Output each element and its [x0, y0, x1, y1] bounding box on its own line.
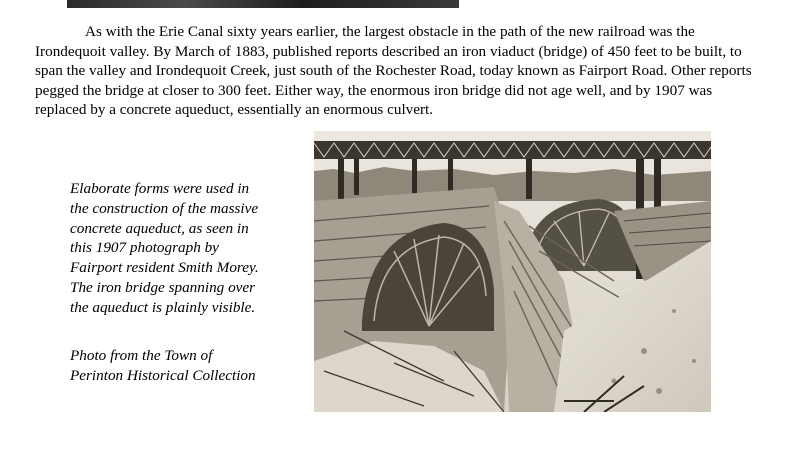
- caption-line: Fairport resident Smith Morey.: [70, 259, 259, 277]
- article-paragraph-text: As with the Erie Canal sixty years earlier, the largest obstacle in the path of the new railroad was the Irondequoit valley. By March of 1883, published reports described an iron viaduct (bridge) of 450 feet to be built, to span the valley and Irondequoit Creek, just south of the Rochester Road, today known as Fairport Road. Other reports pegged the bridge at closer to 300 feet. Either way, the enormous iron bridge did not age well, and by 1907 was replaced by a concrete aqueduct, essentially an enormous culvert.: [35, 23, 752, 119]
- article-paragraph: [35, 22, 763, 120]
- previous-photo-edge: [67, 0, 459, 8]
- photo-illustration: [314, 131, 711, 412]
- caption-line: Elaborate forms were used in: [70, 180, 250, 197]
- caption-line: the aqueduct is plainly visible.: [70, 298, 256, 316]
- caption-line: concrete aqueduct, as seen in: [70, 219, 249, 237]
- aqueduct-construction-photo: [314, 131, 711, 412]
- caption-line: the construction of the massive: [70, 199, 259, 217]
- caption-line: The iron bridge spanning over: [70, 278, 256, 296]
- credit-line: Perinton Historical Collection: [70, 366, 256, 384]
- photo-caption: [70, 179, 290, 318]
- credit-line: Photo from the Town of: [70, 347, 213, 364]
- photo-credit: [70, 346, 290, 386]
- caption-line: this 1907 photograph by: [70, 239, 219, 257]
